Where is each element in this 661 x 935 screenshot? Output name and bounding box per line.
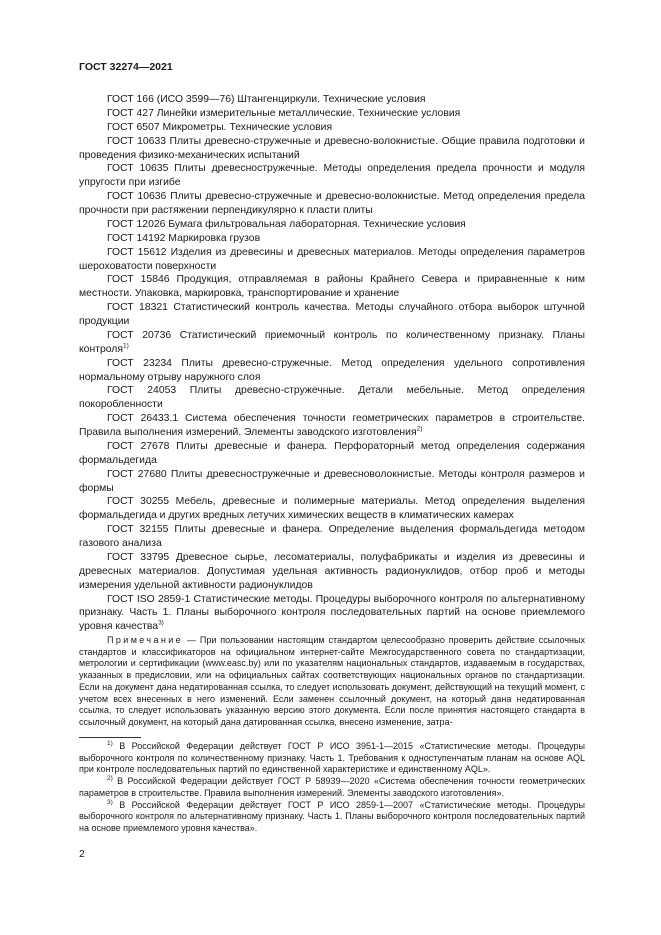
reference-item: ГОСТ 27678 Плиты древесные и фанера. Перфораторный метод определения содержания формальдегида bbox=[79, 440, 585, 466]
reference-item: ГОСТ 18321 Статистический контроль качества. Методы случайного отбора выборок штучной продукции bbox=[79, 302, 585, 327]
footnotes bbox=[79, 741, 585, 835]
reference-item: ГОСТ 12026 Бумага фильтровальная лабораторная. Технические условия bbox=[107, 218, 466, 230]
footnote-item: $^{1)}$ В Российской Федерации действует ГОСТ Р ИСО 3951-1—2015 «Статистические методы. Процедуры выборочного контроля по количественному признаку. Часть 1. Требования к одноступенчатым планам на основе AQL при контроле последовательных партий по единственной характеристике и единственному AQL». bbox=[79, 740, 585, 775]
reference-item: ГОСТ 20736 Статистический приемочный контроль по количественному признаку. Планы контроля$^{1)}$ bbox=[79, 329, 585, 355]
page-number: 2 bbox=[79, 848, 85, 860]
footnote-mark: 2) bbox=[107, 775, 113, 783]
reference-item: ГОСТ 427 Линейки измерительные металлические. Технические условия bbox=[107, 107, 461, 119]
reference-item: ГОСТ 33795 Древесное сырье, лесоматериалы, полуфабрикаты и изделия из древесины и древесных материалов. Допустимая удельная активность радионуклидов, отбор проб и методы измерения удельной активности радионуклидов bbox=[79, 551, 585, 591]
footnote-mark: 3) bbox=[107, 798, 113, 806]
reference-item: ГОСТ ISO 2859-1 Статистические методы. Процедуры выборочного контроля по альтернативному признаку. Часть 1. Планы выборочного контроля последовательных партий на основе приемлемого уровня качества$^{3)}$ bbox=[79, 593, 585, 633]
reference-item: ГОСТ 10635 Плиты древесностружечные. Методы определения предела прочности и модуля упругости при изгибе bbox=[79, 163, 585, 189]
reference-item: ГОСТ 23234 Плиты древесно-стружечные. Метод определения удельного сопротивления нормальному отрыву наружного слоя bbox=[79, 357, 585, 383]
note-block bbox=[79, 635, 585, 729]
reference-item: ГОСТ 32155 Плиты древесные и фанера. Определение выделения формальдегида методом газового анализа bbox=[79, 524, 585, 549]
reference-item: ГОСТ 10633 Плиты древесно-стружечные и древесно-волокнистые. Общие правила подготовки и проведения физико-механических испытаний bbox=[79, 135, 585, 161]
reference-item: ГОСТ 24053 Плиты древесно-стружечные. Детали мебельные. Метод определения покоробленности bbox=[79, 385, 585, 411]
reference-item: ГОСТ 15846 Продукция, отправляемая в районы Крайнего Севера и приравненные к ним местности. Упаковка, маркировка, транспортирование и хранение bbox=[79, 274, 585, 300]
note-text: — При пользовании настоящим стандартом целесообразно проверить действие ссылочных стандартов и классификаторов на официальном интернет-сайте Межгосударственного совета по стандартизации, метрологии и сертификации (www.easc.by) или по указателям национальных стандартов, издаваемым в государствах, указанных в предисловии, или на официальных сайтах соответствующих национальных органов по стандартизации. Если на документ дана недатированная ссылка, то следует использовать документ, действующий на текущий момент, с учетом всех внесенных в него изменений. Если заменен ссылочный документ, на который дана недатированная ссылка, то следует использовать указанную версию этого документа. Если после принятия настоящего стандарта в ссылочный документ, на который дана датированная ссылка, внесено изменение, затра- bbox=[79, 635, 585, 727]
footnote-divider bbox=[79, 737, 141, 738]
reference-item: ГОСТ 10636 Плиты древесно-стружечные и древесно-волокнистые. Метод определения предела прочности при растяжении перпендикулярно к пласти плиты bbox=[79, 191, 585, 216]
reference-item: ГОСТ 6507 Микрометры. Технические условия bbox=[107, 121, 333, 133]
reference-item: ГОСТ 166 (ИСО 3599—76) Штангенциркули. Технические условия bbox=[107, 94, 426, 105]
reference-item: ГОСТ 30255 Мебель, древесные и полимерные материалы. Метод определения выделения формальдегида и других вредных летучих химических веществ в климатических камерах bbox=[79, 496, 585, 522]
footnote-item: $^{2)}$ В Российской Федерации действует ГОСТ Р 58939—2020 «Система обеспечения точности геометрических параметров в строительстве. Правила выполнения измерений. Элементы заводского изготовления». bbox=[79, 775, 585, 798]
footnote-item: $^{3)}$ В Российской Федерации действует ГОСТ Р ИСО 2859-1—2007 «Статистические методы. Процедуры выборочного контроля по альтернативному признаку. Часть 1. Планы выборочного контроля последовательных партий на основе приемлемого уровня качества». bbox=[79, 798, 585, 833]
reference-item: ГОСТ 27680 Плиты древесностружечные и древесноволокнистые. Методы контроля размеров и формы bbox=[79, 468, 585, 494]
note-label: Примечание bbox=[107, 635, 184, 645]
reference-item: ГОСТ 15612 Изделия из древесины и древесных материалов. Методы определения параметров шероховатости поверхности bbox=[79, 246, 585, 272]
normative-references-list bbox=[79, 93, 585, 634]
reference-item: ГОСТ 14192 Маркировка грузов bbox=[107, 232, 261, 244]
footnote-mark: 1) bbox=[107, 740, 113, 747]
reference-item: ГОСТ 26433.1 Система обеспечения точности геометрических параметров в строительстве. Правила выполнения измерений. Элементы заводского изготовления$^{2)}$ bbox=[79, 413, 585, 438]
document-header: ГОСТ 32274—2021 bbox=[79, 61, 173, 73]
